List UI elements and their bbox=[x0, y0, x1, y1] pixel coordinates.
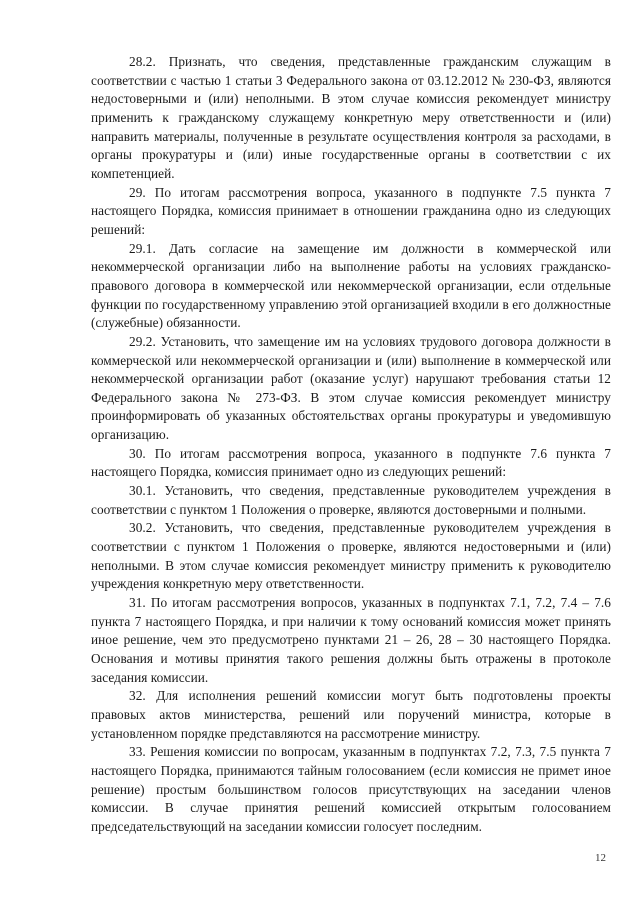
paragraph-30: 30. По итогам рассмотрения вопроса, указанного в подпункте 7.6 пункта 7 настоящего Порядка, комиссия принимает одно из следующих решений: bbox=[91, 445, 611, 480]
paragraph-32: 32. Для исполнения решений комиссии могут быть подготовлены проекты правовых актов министерства, решений или поручений министра, которые в установленном порядке представляются на рассмотрение министру. bbox=[91, 688, 611, 741]
paragraph-29-1: 29.1. Дать согласие на замещение им должности в коммерческой или некоммерческой организации либо на выполнение работы на условиях гражданско-правового договора в коммерческой или некоммерческой организации, если отдельные функции по государственному управлению этой организацией входили в его должностные (служебные) обязанности. bbox=[91, 240, 611, 331]
paragraph-33: 33. Решения комиссии по вопросам, указанным в подпунктах 7.2, 7.3, 7.5 пункта 7 настоящего Порядка, принимаются тайным голосованием (если комиссия не примет иное решение) простым большинством голосов присутствующих на заседании членов комиссии. В случае принятия решений комиссией открытым голосованием председательствующий на заседании комиссии голосует последним. bbox=[91, 744, 611, 834]
document-body bbox=[91, 53, 611, 837]
paragraph-29: 29. По итогам рассмотрения вопроса, указанного в подпункте 7.5 пункта 7 настоящего Порядка, комиссия принимает в отношении гражданина одно из следующих решений: bbox=[91, 184, 611, 237]
paragraph-31: 31. По итогам рассмотрения вопросов, указанных в подпунктах 7.1, 7.2, 7.4 – 7.6 пункта 7 настоящего Порядка, и при наличии к тому оснований комиссия может принять иное решение, чем это предусмотрено пунктами 21 – 26, 28 – 30 настоящего Порядка. Основания и мотивы принятия такого решения должны быть отражены в протоколе заседания комиссии. bbox=[91, 595, 611, 685]
paragraph-30-1: 30.1. Установить, что сведения, представленные руководителем учреждения в соответствии с пунктом 1 Положения о проверке, являются достоверными и полными. bbox=[91, 483, 611, 517]
paragraph-30-2: 30.2. Установить, что сведения, представленные руководителем учреждения в соответствии с пунктом 1 Положения о проверке, являются недостоверными и (или) неполными. В этом случае комиссия рекомендует министру применить к руководителю учреждения конкретную меру ответственности. bbox=[91, 520, 611, 592]
page-number: 12 bbox=[595, 852, 606, 864]
paragraph-28-2: 28.2. Признать, что сведения, представленные гражданским служащим в соответствии с частью 1 статьи 3 Федерального закона от 03.12.2012 № 230-ФЗ, являются недостоверными и (или) неполными. В этом случае комиссия рекомендует министру применить к гражданскому служащему конкретную меру ответственности и (или) направить материалы, полученные в результате осуществления контроля за расходами, в органы прокуратуры и (или) иные государственные органы в соответствии с их компетенцией. bbox=[91, 54, 611, 181]
paragraph-29-2: 29.2. Установить, что замещение им на условиях трудового договора должности в коммерческой или некоммерческой организации и (или) выполнение в коммерческой или некоммерческой организации работ (оказание услуг) нарушают требования статьи 12 Федерального закона № 273-ФЗ. В этом случае комиссия рекомендует министру проинформировать об указанных обстоятельствах органы прокуратуры и уведомившую организацию. bbox=[91, 333, 611, 443]
